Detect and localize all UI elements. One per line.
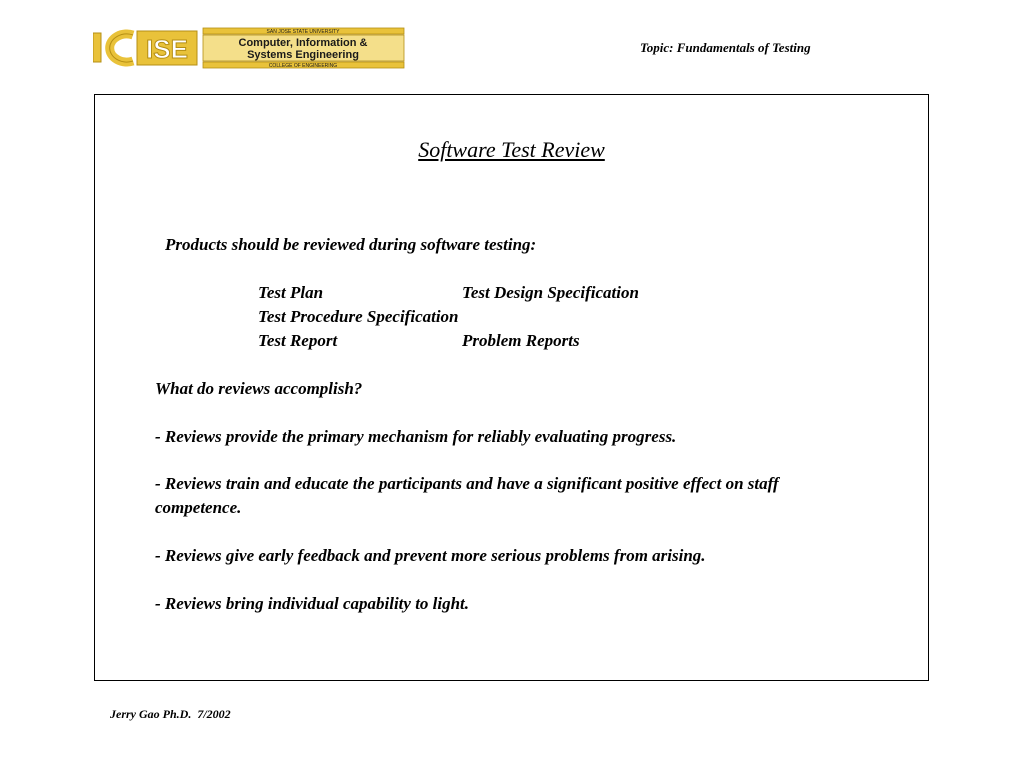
cise-logo-graphic (93, 27, 407, 69)
bullet-item: - Reviews train and educate the participants and have a significant positive effect on staff competence. (155, 474, 779, 517)
bullet-item: - Reviews provide the primary mechanism for reliably evaluating progress. (155, 427, 677, 446)
product-problem-reports: Problem Reports (462, 331, 580, 350)
intro-text: Products should be reviewed during software testing: (165, 235, 537, 254)
question-text: What do reviews accomplish? (155, 379, 363, 398)
logo-university: SAN JOSE STATE UNIVERSITY (266, 29, 340, 35)
logo-acronym: ISE (146, 34, 188, 64)
product-test-plan: Test Plan (258, 283, 324, 302)
slide-title-text: Software Test Review (418, 137, 605, 162)
logo-department-line1: Computer, Information & (238, 37, 368, 49)
product-test-report: Test Report (258, 331, 338, 350)
product-test-design-spec: Test Design Specification (462, 283, 639, 302)
topic-label: Topic: Fundamentals of Testing (640, 40, 811, 55)
bullet-item: - Reviews bring individual capability to light. (155, 594, 470, 613)
logo-department-line2: Systems Engineering (247, 49, 359, 61)
cise-logo (93, 27, 407, 69)
bullet-item: - Reviews give early feedback and prevent more serious problems from arising. (155, 546, 706, 565)
slide-content-box (94, 94, 929, 681)
logo-college: COLLEGE OF ENGINEERING (268, 63, 338, 69)
footer-author-date: Jerry Gao Ph.D. 7/2002 (110, 707, 231, 721)
product-test-procedure-spec: Test Procedure Specification (258, 307, 459, 326)
slide-title (95, 137, 928, 163)
